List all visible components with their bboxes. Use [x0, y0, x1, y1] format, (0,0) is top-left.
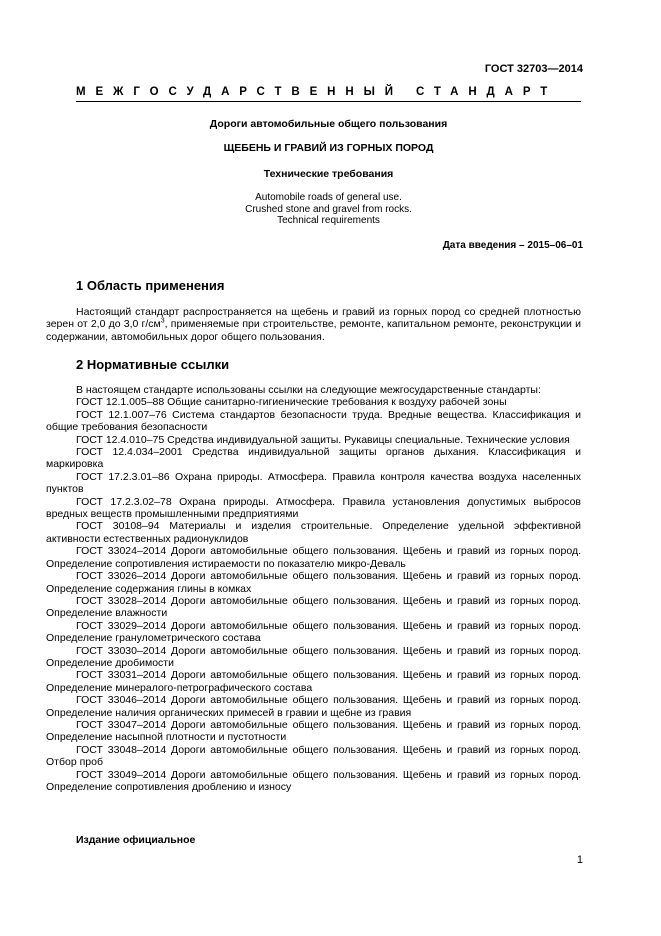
references-intro: В настоящем стандарте использованы ссылки на следующие межгосударственные стандарты: — [76, 384, 541, 396]
list-item: ГОСТ 12.4.010–75 Средства индивидуальной защиты. Рукавицы специальные. Технические условия — [76, 433, 570, 446]
list-item: ГОСТ 33024–2014 Дороги автомобильные общего пользования. Щебень и гравий из горных пород. Определение сопротивления истираемости по показателю микро-Деваль — [46, 545, 581, 570]
superscript: 3 — [160, 317, 165, 325]
standard-banner: МЕЖГОСУДАРСТВЕННЫЙ СТАНДАРТ — [76, 86, 558, 98]
main-title: ЩЕБЕНЬ И ГРАВИЙ ИЗ ГОРНЫХ ПОРОД — [223, 142, 434, 154]
list-item: ГОСТ 33046–2014 Дороги автомобильные общего пользования. Щебень и гравий из горных пород. Определение наличия органических примесей в гравии и щебне из гравия — [46, 694, 581, 719]
english-title-line: Automobile roads of general use. — [255, 192, 402, 203]
section-2-heading: 2 Нормативные ссылки — [76, 357, 230, 372]
list-item: ГОСТ 12.4.034–2001 Средства индивидуальной защиты органов дыхания. Классификация и маркировка — [46, 446, 581, 471]
list-item: ГОСТ 12.1.007–76 Система стандартов безопасности труда. Вредные вещества. Классификация и общие требования безопасности — [46, 408, 581, 434]
section-1-heading: 1 Область применения — [76, 278, 225, 293]
page-number: 1 — [576, 854, 583, 866]
banner-rule — [76, 101, 581, 102]
list-item: ГОСТ 33048–2014 Дороги автомобильные общего пользования. Щебень и гравий из горных пород. Отбор проб — [46, 743, 581, 769]
official-edition-label: Издание официальное — [76, 834, 196, 846]
sub-title: Технические требования — [263, 168, 394, 180]
section-1-paragraph — [46, 306, 581, 343]
list-item: ГОСТ 12.1.005–88 Общие санитарно-гигиенические требования к воздуху рабочей зоны — [76, 396, 507, 409]
list-item: ГОСТ 33031–2014 Дороги автомобильные общего пользования. Щебень и гравий из горных пород. Определение минералого-петрографического состава — [46, 669, 581, 694]
list-item: ГОСТ 30108–94 Материалы и изделия строительные. Определение удельной эффективной активности естественных радионуклидов — [46, 520, 581, 545]
list-item: ГОСТ 33049–2014 Дороги автомобильные общего пользования. Щебень и гравий из горных пород. Определение сопротивления дроблению и износу — [46, 768, 581, 793]
section-1-text: Настоящий стандарт распространяется на щебень и гравий из горных пород со средней плотностью зерен от 2,0 до 3,0 г/см — [46, 306, 581, 331]
date-of-introduction: Дата введения – 2015–06–01 — [442, 240, 583, 251]
english-title — [76, 192, 581, 227]
list-item: ГОСТ 33047–2014 Дороги автомобильные общего пользования. Щебень и гравий из горных пород. Определение насыпной плотности и пустотности — [46, 718, 581, 744]
standard-number: ГОСТ 32703—2014 — [484, 63, 583, 75]
list-item: ГОСТ 33026–2014 Дороги автомобильные общего пользования. Щебень и гравий из горных пород. Определение содержания глины в комках — [46, 570, 581, 595]
section-1-text-continued: , применяемые при строительстве, ремонте, капитальном ремонте, реконструкции и содержании, автомобильных дорог общего пользования. — [46, 318, 581, 343]
series-title: Дороги автомобильные общего пользования — [209, 118, 448, 130]
references-list — [46, 384, 581, 793]
english-title-line: Technical requirements — [277, 215, 380, 226]
list-item: ГОСТ 33028–2014 Дороги автомобильные общего пользования. Щебень и гравий из горных пород. Определение влажности — [46, 594, 581, 620]
list-item: ГОСТ 33029–2014 Дороги автомобильные общего пользования. Щебень и гравий из горных пород. Определение гранулометрического состава — [46, 619, 581, 645]
list-item: ГОСТ 17.2.3.01–86 Охрана природы. Атмосфера. Правила контроля качества воздуха населенных пунктов — [46, 470, 581, 496]
list-item: ГОСТ 17.2.3.02–78 Охрана природы. Атмосфера. Правила установления допустимых выбросов вредных веществ промышленными предприятиями — [46, 495, 581, 521]
english-title-line: Crushed stone and gravel from rocks. — [245, 203, 412, 215]
list-item: ГОСТ 33030–2014 Дороги автомобильные общего пользования. Щебень и гравий из горных пород. Определение дробимости — [46, 644, 581, 669]
